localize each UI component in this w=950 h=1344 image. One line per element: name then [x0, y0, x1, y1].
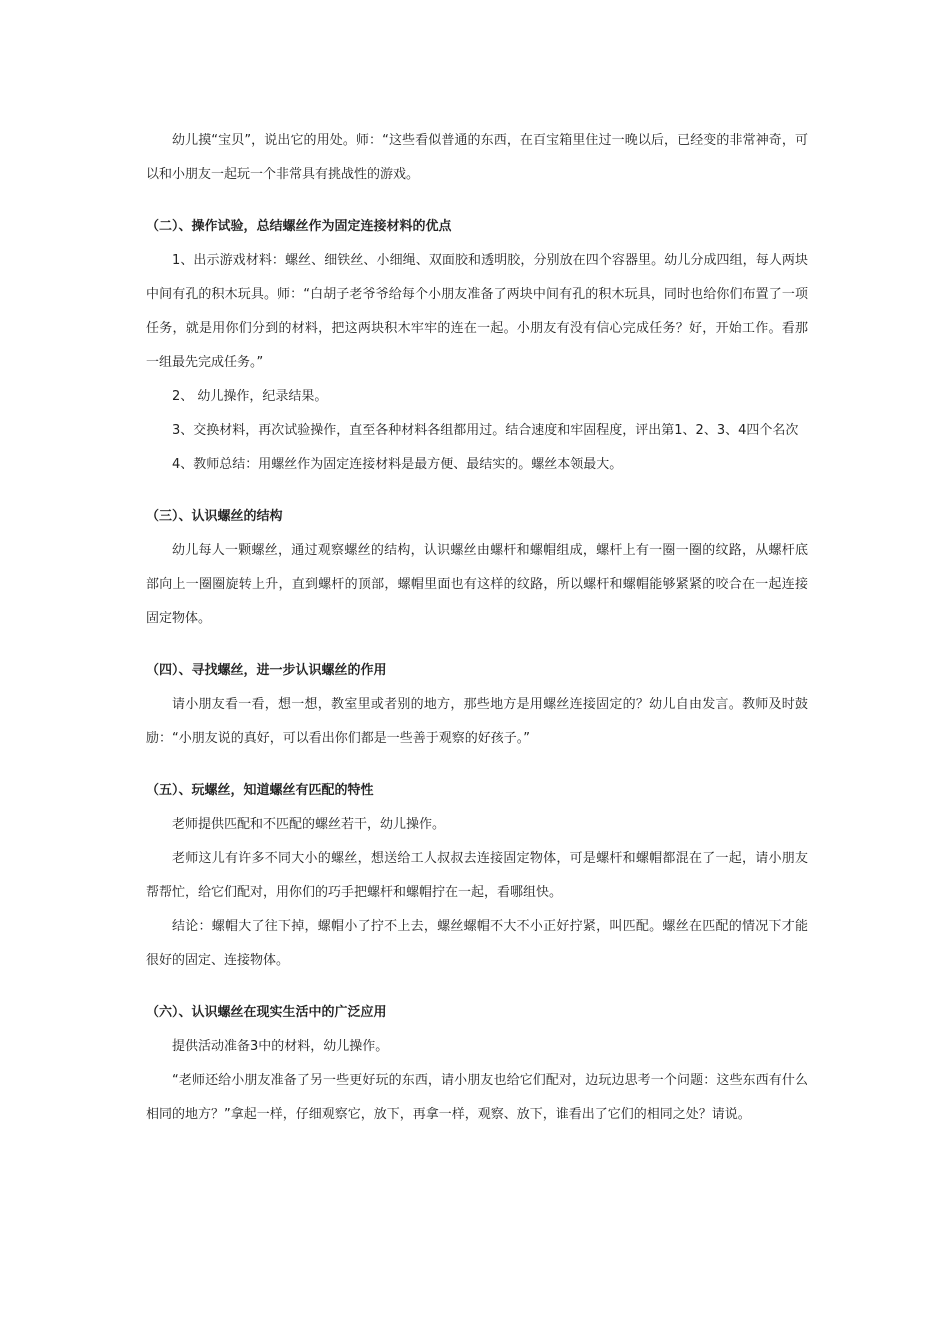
- paragraph: “老师还给小朋友准备了另一些更好玩的东西，请小朋友也给它们配对，边玩边思考一个问题：这些东西有什么相同的地方？”拿起一样，仔细观察它，放下，再拿一样，观察、放下，谁看出了它们的相同之处？请说。: [146, 1073, 808, 1122]
- paragraph: 4、教师总结：用螺丝作为固定连接材料是最方便、最结实的。螺丝本领最大。: [172, 457, 623, 472]
- section-heading: （二）、操作试验，总结螺丝作为固定连接材料的优点: [146, 219, 452, 234]
- paragraph: 老师提供匹配和不匹配的螺丝若干，幼儿操作。: [172, 817, 446, 832]
- section-2: [146, 210, 808, 482]
- paragraph: 幼儿每人一颗螺丝，通过观察螺丝的结构，认识螺丝由螺杆和螺帽组成，螺杆上有一圈一圈的纹路，从螺杆底部向上一圈圈旋转上升，直到螺杆的顶部，螺帽里面也有这样的纹路，所以螺杆和螺帽能够紧紧的咬合在一起连接固定物体。: [146, 543, 808, 626]
- paragraph: 结论：螺帽大了往下掉，螺帽小了拧不上去，螺丝螺帽不大不小正好拧紧，叫匹配。螺丝在匹配的情况下才能很好的固定、连接物体。: [146, 919, 808, 968]
- section-heading: （六）、认识螺丝在现实生活中的广泛应用: [146, 1005, 387, 1020]
- paragraph: 请小朋友看一看，想一想，教室里或者别的地方，那些地方是用螺丝连接固定的？幼儿自由发言。教师及时鼓励：“小朋友说的真好，可以看出你们都是一些善于观察的好孩子。”: [146, 697, 808, 746]
- section-heading: （四）、寻找螺丝，进一步认识螺丝的作用: [146, 663, 387, 678]
- intro-paragraph: 幼儿摸“宝贝”，说出它的用处。师：“这些看似普通的东西，在百宝箱里住过一晚以后，已经变的非常神奇，可以和小朋友一起玩一个非常具有挑战性的游戏。: [146, 133, 808, 182]
- section-heading: （三）、认识螺丝的结构: [146, 509, 283, 524]
- section-3: [146, 500, 808, 636]
- section-6: [146, 996, 808, 1132]
- paragraph: 1、出示游戏材料：螺丝、细铁丝、小细绳、双面胶和透明胶，分别放在四个容器里。幼儿分成四组，每人两块中间有孔的积木玩具。师：“白胡子老爷爷给每个小朋友准备了两块中间有孔的积木玩具，同时也给你们布置了一项任务，就是用你们分到的材料，把这两块积木牢牢的连在一起。小朋友有没有信心完成任务？好，开始工作。看那一组最先完成任务。”: [146, 253, 808, 370]
- section-heading: （五）、玩螺丝，知道螺丝有匹配的特性: [146, 783, 374, 798]
- paragraph: 2、 幼儿操作，纪录结果。: [172, 389, 328, 404]
- paragraph: 老师这儿有许多不同大小的螺丝，想送给工人叔叔去连接固定物体，可是螺杆和螺帽都混在了一起，请小朋友帮帮忙，给它们配对，用你们的巧手把螺杆和螺帽拧在一起，看哪组快。: [146, 851, 808, 900]
- paragraph: 3、交换材料，再次试验操作，直至各种材料各组都用过。结合速度和牢固程度，评出第1、2、3、4四个名次: [172, 423, 799, 438]
- section-4: [146, 654, 808, 756]
- section-5: [146, 774, 808, 978]
- document-body: [146, 124, 808, 1132]
- paragraph: 提供活动准备3中的材料，幼儿操作。: [172, 1039, 389, 1054]
